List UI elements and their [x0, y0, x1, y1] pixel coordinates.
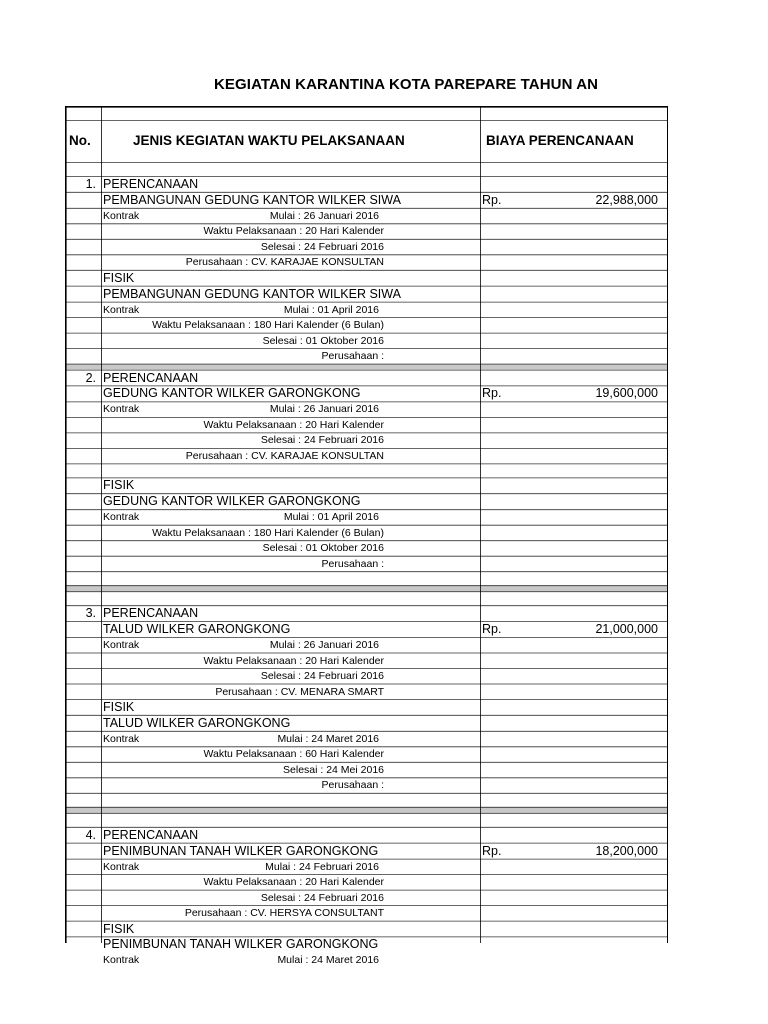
section-label: PERENCANAAN — [103, 827, 199, 842]
row-number: 2. — [85, 370, 96, 385]
contract-detail: Perusahaan : CV. KARAJAE KONSULTAN — [185, 449, 384, 462]
header-biaya-perencanaan: BIAYA PERENCANAAN — [486, 133, 634, 148]
kontrak-label: Kontrak — [103, 403, 140, 416]
currency-label: Rp. — [482, 843, 502, 858]
section-label: FISIK — [103, 700, 135, 714]
section-label: FISIK — [103, 270, 135, 285]
activity-name: TALUD WILKER GARONGKONG — [103, 715, 291, 730]
contract-detail: Selesai : 24 Februari 2016 — [260, 670, 384, 682]
contract-detail: Waktu Pelaksanaan : 20 Hari Kalender — [203, 418, 384, 431]
budget-amount: 21,000,000 — [595, 622, 658, 636]
contract-detail: Waktu Pelaksanaan : 20 Hari Kalender — [203, 876, 384, 889]
kontrak-label: Kontrak — [103, 511, 140, 524]
contract-detail: Selesai : 24 Februari 2016 — [260, 240, 384, 253]
activity-name: PENIMBUNAN TANAH WILKER GARONGKONG — [103, 843, 379, 858]
section-label: PERENCANAAN — [103, 606, 199, 621]
contract-detail: Selesai : 01 Oktober 2016 — [262, 542, 384, 555]
contract-detail: Waktu Pelaksanaan : 20 Hari Kalender — [203, 654, 384, 667]
header-jenis-kegiatan: JENIS KEGIATAN WAKTU PELAKSANAAN — [133, 133, 405, 148]
row-number: 4. — [85, 827, 96, 842]
section-label: PERENCANAAN — [103, 370, 199, 385]
currency-label: Rp. — [482, 192, 502, 207]
contract-detail: Perusahaan : CV. KARAJAE KONSULTAN — [185, 256, 384, 269]
kontrak-label: Kontrak — [103, 732, 140, 745]
contract-start-date: Mulai : 24 Maret 2016 — [277, 732, 379, 745]
contract-detail: Selesai : 01 Oktober 2016 — [262, 334, 384, 347]
contract-detail: Waktu Pelaksanaan : 60 Hari Kalender — [203, 748, 384, 761]
currency-label: Rp. — [482, 386, 502, 401]
separator-row — [65, 585, 668, 591]
kontrak-label: Kontrak — [103, 639, 140, 651]
contract-detail: Waktu Pelaksanaan : 180 Hari Kalender (6 Bulan) — [152, 526, 384, 539]
section-label: FISIK — [103, 478, 135, 493]
kontrak-label: Kontrak — [103, 303, 140, 316]
contract-detail: Waktu Pelaksanaan : 20 Hari Kalender — [203, 225, 384, 238]
contract-start-date: Mulai : 24 Maret 2016 — [277, 954, 379, 967]
contract-detail: Waktu Pelaksanaan : 180 Hari Kalender (6 Bulan) — [152, 319, 384, 332]
contract-start-date: Mulai : 26 Januari 2016 — [269, 403, 379, 416]
activity-name: PEMBANGUNAN GEDUNG KANTOR WILKER SIWA — [103, 192, 401, 207]
header-no: No. — [69, 133, 91, 148]
activity-name: GEDUNG KANTOR WILKER GARONGKONG — [103, 386, 361, 401]
activity-name: PENIMBUNAN TANAH WILKER GARONGKONG — [103, 937, 379, 952]
contract-detail: Perusahaan : CV. HERSYA CONSULTANT — [184, 907, 384, 920]
contract-start-date: Mulai : 01 April 2016 — [283, 303, 379, 316]
kontrak-label: Kontrak — [103, 209, 140, 222]
activity-name: PEMBANGUNAN GEDUNG KANTOR WILKER SIWA — [103, 286, 401, 301]
contract-detail: Perusahaan : — [321, 557, 384, 570]
section-label: PERENCANAAN — [103, 177, 199, 191]
separator-row — [65, 807, 668, 813]
kontrak-label: Kontrak — [103, 954, 140, 967]
budget-amount: 22,988,000 — [595, 192, 658, 207]
contract-start-date: Mulai : 24 Februari 2016 — [265, 860, 379, 873]
row-number: 3. — [85, 606, 96, 621]
spreadsheet-table — [65, 106, 668, 967]
currency-label: Rp. — [482, 622, 502, 636]
section-label: FISIK — [103, 921, 135, 936]
row-number: 1. — [85, 177, 96, 191]
activity-name: TALUD WILKER GARONGKONG — [103, 622, 291, 636]
contract-detail: Perusahaan : — [321, 350, 384, 363]
budget-amount: 19,600,000 — [595, 386, 658, 401]
contract-detail: Selesai : 24 Februari 2016 — [260, 434, 384, 447]
contract-start-date: Mulai : 26 Januari 2016 — [269, 209, 379, 222]
document-title: KEGIATAN KARANTINA KOTA PAREPARE TAHUN AN — [214, 76, 599, 93]
contract-start-date: Mulai : 01 April 2016 — [283, 511, 379, 524]
kontrak-label: Kontrak — [103, 860, 140, 873]
contract-start-date: Mulai : 26 Januari 2016 — [269, 639, 379, 651]
contract-detail: Selesai : 24 Mei 2016 — [283, 763, 384, 776]
contract-detail: Perusahaan : — [321, 779, 384, 792]
activity-name: GEDUNG KANTOR WILKER GARONGKONG — [103, 494, 361, 509]
contract-detail: Perusahaan : CV. MENARA SMART — [215, 685, 384, 698]
budget-amount: 18,200,000 — [595, 843, 658, 858]
contract-detail: Selesai : 24 Februari 2016 — [260, 891, 384, 904]
